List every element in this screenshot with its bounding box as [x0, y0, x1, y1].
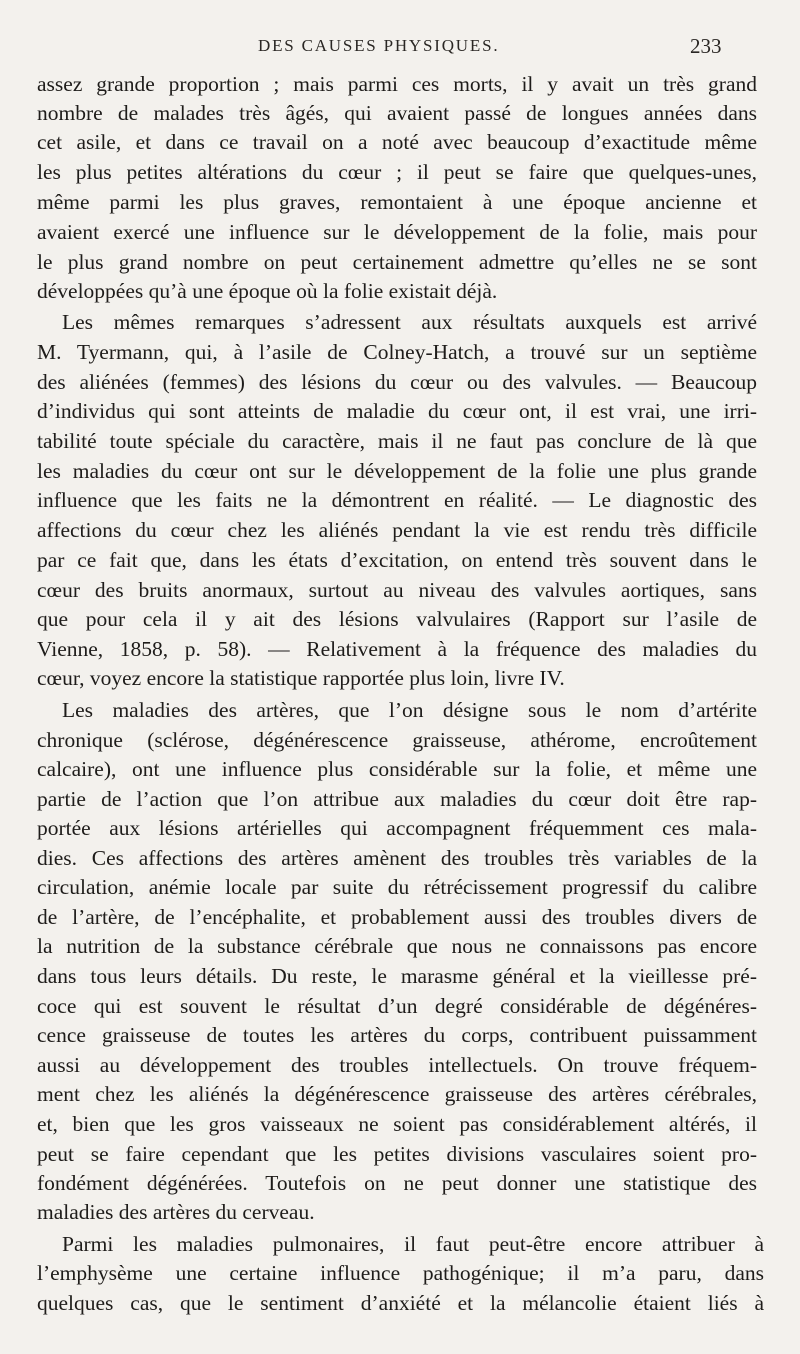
- page-header: [0, 36, 800, 66]
- text-line: chronique (sclérose, dégénérescence graisseuse, athérome, encroûtement: [37, 728, 757, 752]
- text-line: des aliénées (femmes) des lésions du cœur ou des valvules. — Beaucoup: [37, 370, 757, 394]
- text-line: que pour cela il y ait des lésions valvulaires (Rapport sur l’asile de: [37, 607, 757, 631]
- text-line: circulation, anémie locale par suite du rétrécissement progressif du calibre: [37, 875, 757, 899]
- text-line: nombre de malades très âgés, qui avaient passé de longues années dans: [37, 101, 757, 125]
- text-line: Les mêmes remarques s’adressent aux résultats auxquels est arrivé: [62, 310, 757, 334]
- text-line: dies. Ces affections des artères amènent des troubles très variables de la: [37, 846, 757, 870]
- text-line: Parmi les maladies pulmonaires, il faut peut-être encore attribuer à: [62, 1232, 764, 1256]
- text-line: les plus petites altérations du cœur ; il peut se faire que quelques-unes,: [37, 160, 757, 184]
- running-title: DES CAUSES PHYSIQUES.: [258, 36, 500, 55]
- text-line: le plus grand nombre on peut certainement admettre qu’elles ne se sont: [37, 250, 757, 274]
- text-line: les maladies du cœur ont sur le développement de la folie une plus grande: [37, 459, 757, 483]
- text-line: la nutrition de la substance cérébrale que nous ne connaissons pas encore: [37, 934, 757, 958]
- text-line: par ce fait que, dans les états d’excitation, on entend très souvent dans le: [37, 548, 757, 572]
- text-line: cœur des bruits anormaux, surtout au niveau des valvules aortiques, sans: [37, 578, 757, 602]
- text-line: portée aux lésions artérielles qui accompagnent fréquemment ces mala-: [37, 816, 757, 840]
- text-line: et, bien que les gros vaisseaux ne soient pas considérablement altérés, il: [37, 1112, 757, 1136]
- text-line: coce qui est souvent le résultat d’un degré considérable de dégénéres-: [37, 994, 757, 1018]
- text-line: affections du cœur chez les aliénés pendant la vie est rendu très difficile: [37, 518, 757, 542]
- text-line: calcaire), ont une influence plus considérable sur la folie, et même une: [37, 757, 757, 781]
- text-line: tabilité toute spéciale du caractère, mais il ne faut pas conclure de là que: [37, 429, 757, 453]
- text-line: aussi au développement des troubles intellectuels. On trouve fréquem-: [37, 1053, 757, 1077]
- text-line: cet asile, et dans ce travail on a noté avec beaucoup d’exactitude même: [37, 130, 757, 154]
- text-line: cœur, voyez encore la statistique rapportée plus loin, livre IV.: [37, 666, 565, 690]
- text-line: dans tous leurs détails. Du reste, le marasme général et la vieillesse pré-: [37, 964, 757, 988]
- text-line: fondément dégénérées. Toutefois on ne peut donner une statistique des: [37, 1171, 757, 1195]
- text-line: développées qu’à une époque où la folie existait déjà.: [37, 279, 498, 303]
- text-line: partie de l’action que l’on attribue aux maladies du cœur doit être rap-: [37, 787, 757, 811]
- text-line: de l’artère, de l’encéphalite, et probablement aussi des troubles divers de: [37, 905, 757, 929]
- text-line: quelques cas, que le sentiment d’anxiété et la mélancolie étaient liés à: [37, 1291, 764, 1315]
- text-line: d’individus qui sont atteints de maladie du cœur ont, il est vrai, une irri-: [37, 399, 757, 423]
- page-number: 233: [690, 34, 722, 58]
- text-line: cence graisseuse de toutes les artères du corps, contribuent puissamment: [37, 1023, 757, 1047]
- text-line: même parmi les plus graves, remontaient à une époque ancienne et: [37, 190, 757, 214]
- text-line: Les maladies des artères, que l’on désigne sous le nom d’artérite: [62, 698, 757, 722]
- text-line: Vienne, 1858, p. 58). — Relativement à la fréquence des maladies du: [37, 637, 757, 661]
- text-line: influence que les faits ne la démontrent en réalité. — Le diagnostic des: [37, 488, 757, 512]
- text-line: l’emphysème une certaine influence pathogénique; il m’a paru, dans: [37, 1261, 764, 1285]
- text-line: assez grande proportion ; mais parmi ces morts, il y avait un très grand: [37, 72, 757, 96]
- text-line: avaient exercé une influence sur le développement de la folie, mais pour: [37, 220, 757, 244]
- text-line: maladies des artères du cerveau.: [37, 1200, 315, 1224]
- text-line: M. Tyermann, qui, à l’asile de Colney-Hatch, a trouvé sur un septième: [37, 340, 757, 364]
- text-line: peut se faire cependant que les petites divisions vasculaires soient pro-: [37, 1142, 757, 1166]
- text-line: ment chez les aliénés la dégénérescence graisseuse des artères cérébrales,: [37, 1082, 757, 1106]
